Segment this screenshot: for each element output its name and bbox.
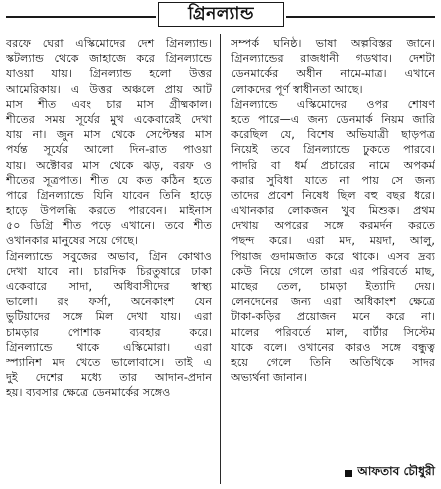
text-line: করেছিল যে, বিশেষ অভিযাত্রী ছাড়পত্র [231,128,435,142]
text-line: হয়ে গেলে তিনি অতিথিকে সাদর [231,355,435,369]
byline-square-icon [345,470,352,477]
text-line: দুই দেশের মধ্যে তার আদান-প্রদান [6,371,212,385]
text-line: পছন্দ করে। এরা মদ, ময়দা, আলু, [231,234,435,248]
text-line: বরফে ঘেরা এস্কিমোদের দেশ গ্রিনল্যান্ড। [6,37,212,50]
text-line: হয়। ব্যবসার ক্ষেত্রে ডেনমার্কের সঙ্গেও [6,386,171,400]
text-line: হাড়ে উপলব্ধি করতে পারবেন। মাইনাস [6,204,212,218]
text-line: শীতের সূত্রপাত। শীত যে কত কঠিন হতে [6,173,212,187]
text-line: নিয়েই তবে গ্রিনল্যান্ডে ঢুকতে পারবে। [231,143,435,157]
text-line: স্প্যানিশ মদ খেতে ভালোবাসে। তাই এ [6,355,212,369]
text-line: আমেরিকায়। এ উত্তর অঞ্চলে প্রায় আট [6,82,212,96]
text-line: স্কটল্যান্ড থেকে জাহাজে করে গ্রিনল্যান্ডে [6,52,212,66]
title-row [0,0,441,30]
text-line: ভালো। রং ফর্সা, অনেকাংশ যেন [6,295,212,309]
text-line: ওখানকার মানুষের সয়ে গেছে। [6,234,138,248]
text-line: যাকে বলে। ওখানের কারও সঙ্গে বন্ধুত্ব [231,340,435,354]
text-line: পিয়াজ গুদামজাত করে থাকে। এসব দ্রব্য [231,249,435,263]
text-line: মালের পরিবর্তে মাল, বার্টার সিস্টেম [231,325,435,339]
text-line: ভুটিয়াদের সঙ্গে মিল দেখা যায়। এরা [6,310,212,324]
text-line: তাদের প্রবেশ নিষেধ ছিল বহু বছর ধরে। [231,188,435,202]
text-line: যায়। অক্টোবর মাস থেকে ঝড়, বরফ ও [6,158,212,172]
text-line: পর্যন্ত সূর্যের আলো দিন-রাত পাওয়া [6,143,212,157]
text-line: দেখা যাবে না। চারদিক চিরতুষারে ঢাকা [6,264,212,278]
text-line: গ্রিনল্যান্ডের রাজধানী গডথাব। দেশটা [231,52,435,66]
byline [345,464,435,482]
article-title: গ্রিনল্যান্ড [158,2,284,27]
text-line: লোকদের পূর্ণ স্বাধীনতা আছে। [231,82,363,96]
text-line: ডেনমার্কের অধীন নামে-মাত্র। এখানে [231,67,435,81]
author-name: আফতাব চৌধুরী [357,464,435,478]
text-line: মাছের তেল, চামড়া ইত্যাদি দেয়। [231,280,435,293]
text-line: হতে পারে—এ জন্য ডেনমার্ক নিয়ম জারি [231,112,435,126]
text-line: গ্রিনল্যান্ডে সবুজের অভাব, গ্রিন কোথাও [6,249,212,263]
text-line: কেউ নিয়ে গেলে তারা এর পরিবর্তে মাছ, [231,264,435,278]
text-line: যাওয়া যায়। গ্রিনল্যান্ড হলো উত্তর [6,67,212,81]
column-divider [220,34,221,484]
text-line: চামড়ার পোশাক ব্যবহার করে। [6,325,212,339]
text-line: এখানকার লোকজন খুব মিশুক। প্রথম [231,204,435,218]
text-line: দেখায় অপরের সঙ্গে করমর্দন করতে [231,219,435,233]
text-line: একেবারে সাদা, অধিবাসীদের স্বাস্থ্য [6,280,212,293]
text-line: টাকা-কড়ির প্রয়োজন মনে করে না। [231,310,435,324]
text-line: পারে গ্রিনল্যান্ডে যিনি যাবেন তিনি হাড়ে [6,188,212,202]
text-line: লেনদেনের জন্য এরা অধিকাংশ ক্ষেত্রে [231,295,435,309]
text-line: যায় না। জুন মাস থেকে সেপ্টেম্বর মাস [6,128,212,142]
right-column [231,36,435,481]
text-line: মাস শীত এবং চার মাস গ্রীষ্মকাল। [6,97,212,111]
text-line: গ্রিনল্যান্ডে থাকে এস্কিমোরা। এরা [6,340,212,354]
text-line: পাদরি বা ধর্ম প্রচারের নামে অপকর্ম [231,158,435,172]
text-line: ৫০ ডিগ্রি শীত পড়ে এখানে। তবে শীত [6,219,212,233]
title-rule-left [6,16,156,18]
text-line: শীতের সময় সূর্যের মুখ একেবারেই দেখা [6,112,212,126]
text-line: সম্পর্ক ঘনিষ্ঠ। ভাষা অল্পবিস্তর জানে। [231,37,435,50]
left-column [6,36,212,481]
text-line: গ্রিনল্যান্ডে এস্কিমোদের ওপর শোষণ [231,97,435,111]
title-rule-right [286,16,435,18]
text-line: করার সুবিধা যাতে না পায় সে জন্য [231,173,435,187]
text-line: অভ্যর্থনা জানান। [231,371,307,385]
